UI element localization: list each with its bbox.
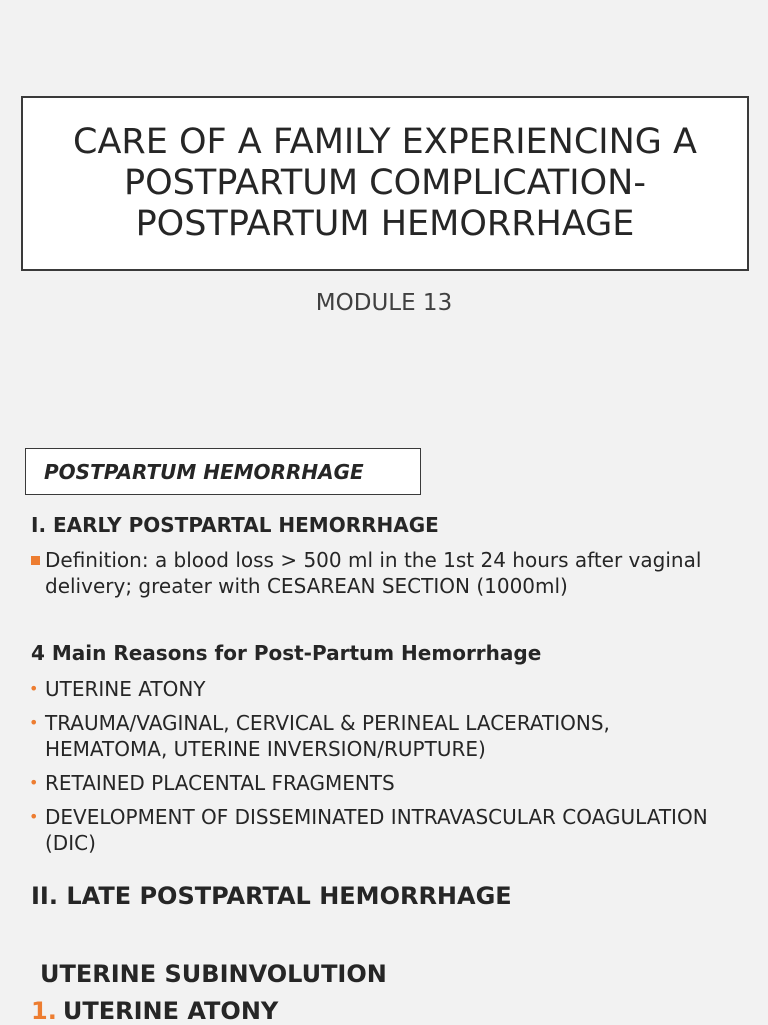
late-hemorrhage-heading: II. LATE POSTPARTAL HEMORRHAGE (31, 882, 512, 910)
list-item (29, 804, 729, 856)
item-text: UTERINE ATONY (62, 997, 279, 1025)
title-line-3: POSTPARTUM HEMORRHAGE (135, 204, 635, 244)
list-item-text: DEVELOPMENT OF DISSEMINATED INTRAVASCULAR COAGULATION (DIC) (45, 805, 708, 855)
reasons-list (29, 676, 729, 864)
list-item (29, 770, 729, 796)
reasons-title: 4 Main Reasons for Post-Partum Hemorrhage (31, 641, 542, 665)
list-item-text: UTERINE ATONY (45, 677, 206, 701)
numbered-item (31, 997, 278, 1025)
item-number: 1. (31, 997, 57, 1025)
bullet-icon: • (29, 679, 39, 698)
list-item (29, 710, 729, 762)
bullet-icon: • (29, 713, 39, 732)
slide-title (63, 122, 707, 245)
section-heading-box (25, 448, 421, 495)
early-hemorrhage-heading: I. EARLY POSTPARTAL HEMORRHAGE (31, 513, 439, 537)
definition-bullet (31, 547, 731, 599)
definition-text: Definition: a blood loss > 500 ml in the 1st 24 hours after vaginal delivery; greater with CESAREAN SECTION (1000ml) (45, 548, 702, 598)
section-heading: POSTPARTUM HEMORRHAGE (44, 459, 364, 484)
subinvolution-heading: UTERINE SUBINVOLUTION (40, 960, 387, 988)
title-line-1: CARE OF A FAMILY EXPERIENCING A (73, 122, 697, 162)
bullet-icon: • (29, 807, 39, 826)
title-line-2: POSTPARTUM COMPLICATION- (124, 163, 646, 203)
bullet-icon: • (29, 773, 39, 792)
list-item (29, 676, 729, 702)
list-item-text: RETAINED PLACENTAL FRAGMENTS (45, 771, 395, 795)
square-bullet-icon (31, 556, 40, 565)
slide-subtitle: MODULE 13 (315, 290, 453, 316)
title-box (21, 96, 749, 271)
list-item-text: TRAUMA/VAGINAL, CERVICAL & PERINEAL LACERATIONS, HEMATOMA, UTERINE INVERSION/RUPTURE) (45, 711, 610, 761)
